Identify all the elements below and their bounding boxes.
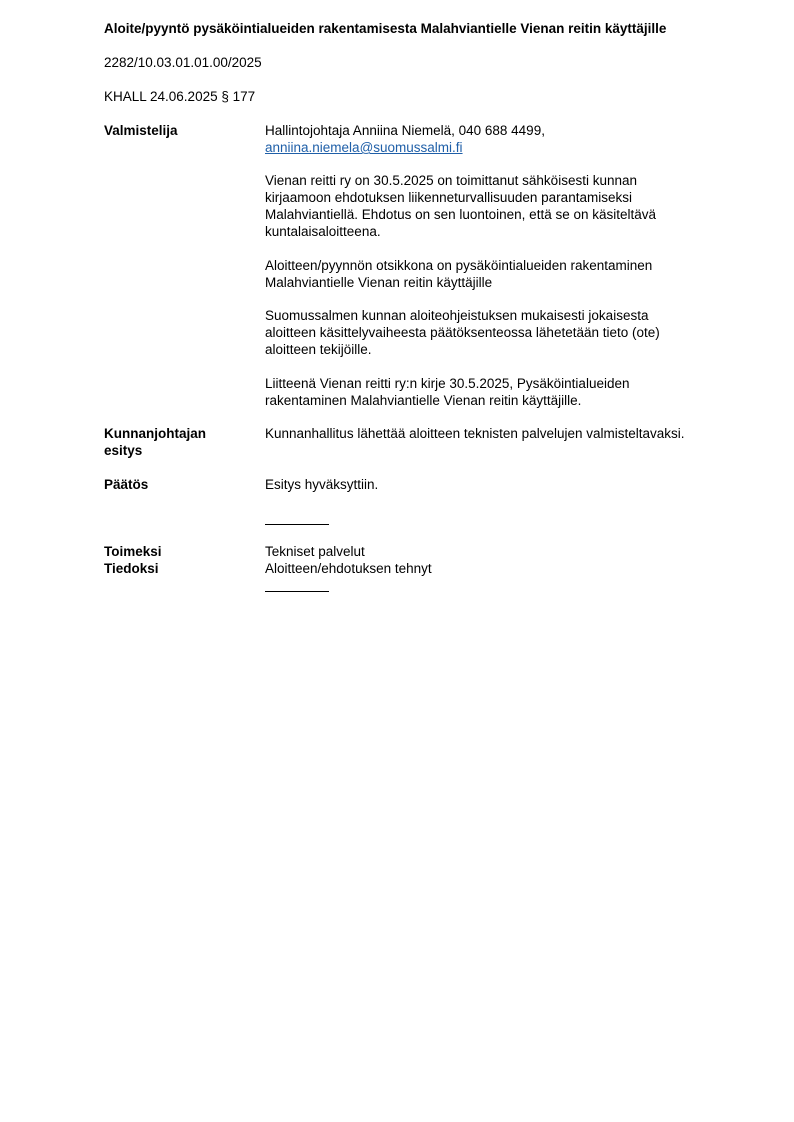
preparer-email-link[interactable]: anniina.niemela@suomussalmi.fi: [265, 140, 463, 155]
paragraph-4: [265, 375, 629, 409]
paragraph-1: [265, 172, 656, 240]
proposal-label: [104, 425, 206, 459]
paragraph-line: rakentaminen Malahviantielle Vienan reitin käyttäjille.: [265, 393, 582, 408]
record-number: 2282/10.03.01.01.00/2025: [104, 55, 262, 70]
proposal-text: Kunnanhallitus lähettää aloitteen teknisten palvelujen valmisteltavaksi.: [265, 426, 685, 441]
separator-line: [265, 524, 329, 525]
paragraph-line: kuntalaisaloitteena.: [265, 224, 381, 239]
tiedoksi-label: Tiedoksi: [104, 561, 159, 576]
separator-line: [265, 591, 329, 592]
paragraph-3: [265, 307, 660, 358]
toimeksi-label: Toimeksi: [104, 544, 162, 559]
decision-text: Esitys hyväksyttiin.: [265, 477, 379, 492]
paragraph-line: kirjaamoon ehdotuksen liikenneturvallisuuden parantamiseksi: [265, 190, 632, 205]
tiedoksi-value: Aloitteen/ehdotuksen tehnyt: [265, 561, 432, 576]
paragraph-line: Liitteenä Vienan reitti ry:n kirje 30.5.2025, Pysäköintialueiden: [265, 376, 630, 391]
paragraph-line: Malahviantiellä. Ehdotus on sen luontoinen, että se on käsiteltävä: [265, 207, 657, 222]
preparer-label: Valmistelija: [104, 123, 178, 138]
decision-label: Päätös: [104, 477, 149, 492]
paragraph-line: aloitteen käsittelyvaiheesta päätöksenteossa lähetetään tieto (ote): [265, 325, 660, 340]
preparer-line: Hallintojohtaja Anniina Niemelä, 040 688 4499,: [265, 123, 545, 138]
paragraph-line: Suomussalmen kunnan aloiteohjeistuksen mukaisesti jokaisesta: [265, 308, 649, 323]
toimeksi-value: Tekniset palvelut: [265, 544, 365, 559]
proposal-label-line: esitys: [104, 443, 143, 458]
paragraph-line: Aloitteen/pyynnön otsikkona on pysäköintialueiden rakentaminen: [265, 258, 653, 273]
preparer-block: [265, 122, 545, 156]
paragraph-line: Vienan reitti ry on 30.5.2025 on toimittanut sähköisesti kunnan: [265, 173, 637, 188]
paragraph-line: aloitteen tekijöille.: [265, 342, 372, 357]
document-title: Aloite/pyyntö pysäköintialueiden rakentamisesta Malahviantielle Vienan reitin käyttäjille: [104, 21, 667, 36]
paragraph-2: [265, 257, 652, 291]
paragraph-line: Malahviantielle Vienan reitin käyttäjille: [265, 275, 493, 290]
meeting-reference: KHALL 24.06.2025 § 177: [104, 89, 256, 104]
proposal-label-line: Kunnanjohtajan: [104, 426, 206, 441]
